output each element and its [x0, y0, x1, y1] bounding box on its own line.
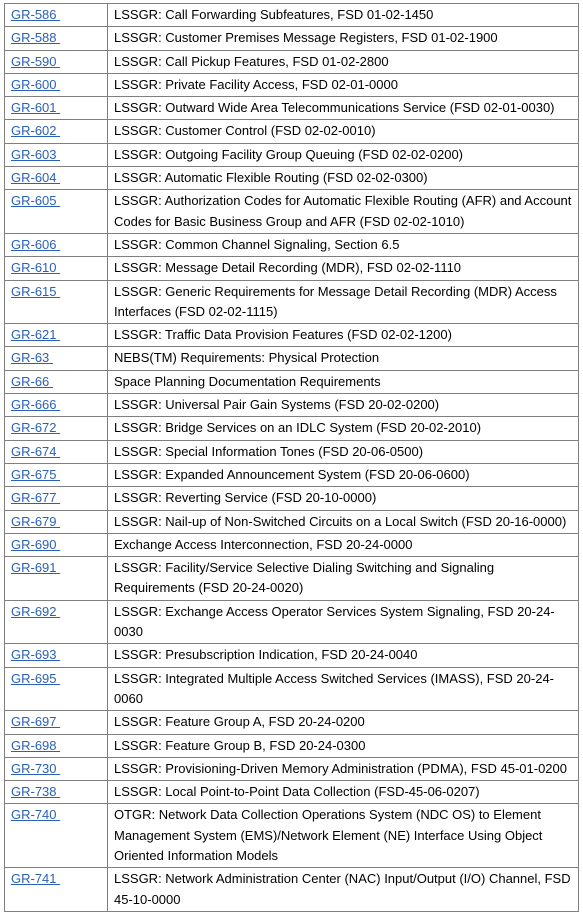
document-code-cell [5, 600, 108, 644]
document-code-cell [5, 4, 108, 27]
table-row [5, 868, 579, 912]
document-title-cell: LSSGR: Exchange Access Operator Services System Signaling, FSD 20-24-0030 [108, 600, 579, 644]
document-code-link[interactable]: GR-698 [11, 737, 61, 753]
document-code-link[interactable]: GR-690 [11, 536, 61, 552]
document-code-cell [5, 97, 108, 120]
table-row [5, 463, 579, 486]
document-code-cell [5, 50, 108, 73]
document-code-cell [5, 487, 108, 510]
table-row [5, 4, 579, 27]
document-code-cell [5, 781, 108, 804]
document-code-cell [5, 711, 108, 734]
document-title-cell: LSSGR: Call Forwarding Subfeatures, FSD 01-02-1450 [108, 4, 579, 27]
document-code-link[interactable]: GR-586 [11, 7, 61, 22]
document-code-cell [5, 557, 108, 601]
document-code-link[interactable]: GR-674 [11, 443, 61, 459]
document-title-cell: LSSGR: Universal Pair Gain Systems (FSD 20-02-0200) [108, 394, 579, 417]
document-title-cell: LSSGR: Call Pickup Features, FSD 01-02-2800 [108, 50, 579, 73]
table-row [5, 487, 579, 510]
table-row [5, 347, 579, 370]
document-table [4, 3, 579, 912]
document-title-cell: LSSGR: Automatic Flexible Routing (FSD 02-02-0300) [108, 167, 579, 190]
document-code-cell [5, 440, 108, 463]
document-code-link[interactable]: GR-679 [11, 513, 61, 529]
table-row [5, 394, 579, 417]
document-title-cell: Space Planning Documentation Requirements [108, 370, 579, 393]
table-row [5, 440, 579, 463]
document-code-cell [5, 257, 108, 280]
table-row [5, 644, 579, 667]
document-title-cell: LSSGR: Facility/Service Selective Dialing Switching and Signaling Requirements (FSD 20-24-0020) [108, 557, 579, 601]
table-row [5, 143, 579, 166]
table-row [5, 370, 579, 393]
table-row [5, 804, 579, 868]
document-code-link[interactable]: GR-697 [11, 714, 61, 730]
table-row [5, 533, 579, 556]
document-code-link[interactable]: GR-693 [11, 647, 61, 663]
table-row [5, 324, 579, 347]
table-row [5, 257, 579, 280]
table-row [5, 27, 579, 50]
document-title-cell: LSSGR: Outgoing Facility Group Queuing (FSD 02-02-0200) [108, 143, 579, 166]
table-row [5, 167, 579, 190]
document-code-cell [5, 27, 108, 50]
document-title-cell: LSSGR: Message Detail Recording (MDR), FSD 02-02-1110 [108, 257, 579, 280]
document-code-link[interactable]: GR-600 [11, 76, 61, 92]
document-code-link[interactable]: GR-603 [11, 146, 61, 162]
document-title-cell: LSSGR: Feature Group B, FSD 20-24-0300 [108, 734, 579, 757]
document-code-link[interactable]: GR-590 [11, 53, 61, 69]
document-title-cell: LSSGR: Integrated Multiple Access Switched Services (IMASS), FSD 20-24-0060 [108, 667, 579, 711]
document-code-cell [5, 167, 108, 190]
document-title-cell: LSSGR: Authorization Codes for Automatic Flexible Routing (AFR) and Account Codes for Basic Business Group and AFR (FSD 02-02-1010) [108, 190, 579, 234]
document-code-link[interactable]: GR-691 [11, 560, 61, 576]
table-row [5, 97, 579, 120]
document-code-link[interactable]: GR-605 [11, 193, 61, 209]
document-code-link[interactable]: GR-66 [11, 373, 53, 389]
document-code-link[interactable]: GR-63 [11, 350, 53, 366]
table-row [5, 120, 579, 143]
document-code-cell [5, 73, 108, 96]
document-code-cell [5, 510, 108, 533]
document-code-cell [5, 868, 108, 912]
document-title-cell: OTGR: Network Data Collection Operations System (NDC OS) to Element Management System (EMS)/Network Element (NE) Interface Using Object Oriented Information Models [108, 804, 579, 868]
table-body [5, 4, 579, 912]
document-title-cell: LSSGR: Bridge Services on an IDLC System (FSD 20-02-2010) [108, 417, 579, 440]
document-code-cell [5, 667, 108, 711]
document-code-link[interactable]: GR-672 [11, 420, 61, 436]
document-code-link[interactable]: GR-604 [11, 170, 61, 186]
document-code-link[interactable]: GR-730 [11, 760, 61, 776]
document-code-link[interactable]: GR-738 [11, 784, 61, 800]
document-code-cell [5, 233, 108, 256]
document-code-link[interactable]: GR-601 [11, 100, 61, 116]
document-title-cell: LSSGR: Network Administration Center (NAC) Input/Output (I/O) Channel, FSD 45-10-0000 [108, 868, 579, 912]
table-row [5, 190, 579, 234]
table-row [5, 757, 579, 780]
document-code-cell [5, 394, 108, 417]
document-title-cell: LSSGR: Customer Control (FSD 02-02-0010) [108, 120, 579, 143]
document-code-link[interactable]: GR-621 [11, 327, 61, 343]
document-code-cell [5, 190, 108, 234]
document-code-link[interactable]: GR-740 [11, 807, 61, 823]
table-row [5, 600, 579, 644]
document-code-link[interactable]: GR-602 [11, 123, 61, 139]
document-code-link[interactable]: GR-606 [11, 236, 61, 252]
document-code-cell [5, 143, 108, 166]
table-row [5, 781, 579, 804]
table-row [5, 734, 579, 757]
document-code-cell [5, 463, 108, 486]
document-title-cell: LSSGR: Presubscription Indication, FSD 20-24-0040 [108, 644, 579, 667]
document-title-cell: LSSGR: Traffic Data Provision Features (FSD 02-02-1200) [108, 324, 579, 347]
table-row [5, 711, 579, 734]
document-code-cell [5, 120, 108, 143]
document-code-cell [5, 370, 108, 393]
document-code-link[interactable]: GR-610 [11, 260, 61, 276]
document-code-cell [5, 347, 108, 370]
document-title-cell: LSSGR: Outward Wide Area Telecommunications Service (FSD 02-01-0030) [108, 97, 579, 120]
table-row [5, 557, 579, 601]
document-title-cell: LSSGR: Provisioning-Driven Memory Administration (PDMA), FSD 45-01-0200 [108, 757, 579, 780]
document-code-cell [5, 533, 108, 556]
document-code-link[interactable]: GR-692 [11, 603, 61, 619]
document-title-cell: LSSGR: Feature Group A, FSD 20-24-0200 [108, 711, 579, 734]
document-code-cell [5, 324, 108, 347]
document-title-cell: LSSGR: Local Point-to-Point Data Collection (FSD-45-06-0207) [108, 781, 579, 804]
document-code-cell [5, 280, 108, 324]
document-code-link[interactable]: GR-677 [11, 490, 61, 506]
document-title-cell: Exchange Access Interconnection, FSD 20-24-0000 [108, 533, 579, 556]
document-code-link[interactable]: GR-615 [11, 283, 61, 299]
document-code-cell [5, 804, 108, 868]
table-row [5, 50, 579, 73]
document-title-cell: LSSGR: Special Information Tones (FSD 20-06-0500) [108, 440, 579, 463]
table-row [5, 510, 579, 533]
table-row [5, 73, 579, 96]
table-row [5, 667, 579, 711]
table-row [5, 417, 579, 440]
table-row [5, 280, 579, 324]
document-code-link[interactable]: GR-741 [11, 871, 61, 887]
document-title-cell: LSSGR: Expanded Announcement System (FSD 20-06-0600) [108, 463, 579, 486]
document-title-cell: LSSGR: Reverting Service (FSD 20-10-0000) [108, 487, 579, 510]
document-code-link[interactable]: GR-666 [11, 397, 61, 413]
document-title-cell: LSSGR: Nail-up of Non-Switched Circuits on a Local Switch (FSD 20-16-0000) [108, 510, 579, 533]
document-title-cell: LSSGR: Common Channel Signaling, Section 6.5 [108, 233, 579, 256]
document-code-cell [5, 417, 108, 440]
document-code-cell [5, 644, 108, 667]
document-title-cell: LSSGR: Private Facility Access, FSD 02-01-0000 [108, 73, 579, 96]
document-code-link[interactable]: GR-675 [11, 466, 61, 482]
document-title-cell: NEBS(TM) Requirements: Physical Protection [108, 347, 579, 370]
document-code-link[interactable]: GR-588 [11, 30, 61, 46]
document-title-cell: LSSGR: Customer Premises Message Registers, FSD 01-02-1900 [108, 27, 579, 50]
document-code-cell [5, 734, 108, 757]
table-row [5, 233, 579, 256]
document-code-cell [5, 757, 108, 780]
document-code-link[interactable]: GR-695 [11, 670, 61, 686]
document-title-cell: LSSGR: Generic Requirements for Message Detail Recording (MDR) Access Interfaces (FSD 02-02-1115) [108, 280, 579, 324]
